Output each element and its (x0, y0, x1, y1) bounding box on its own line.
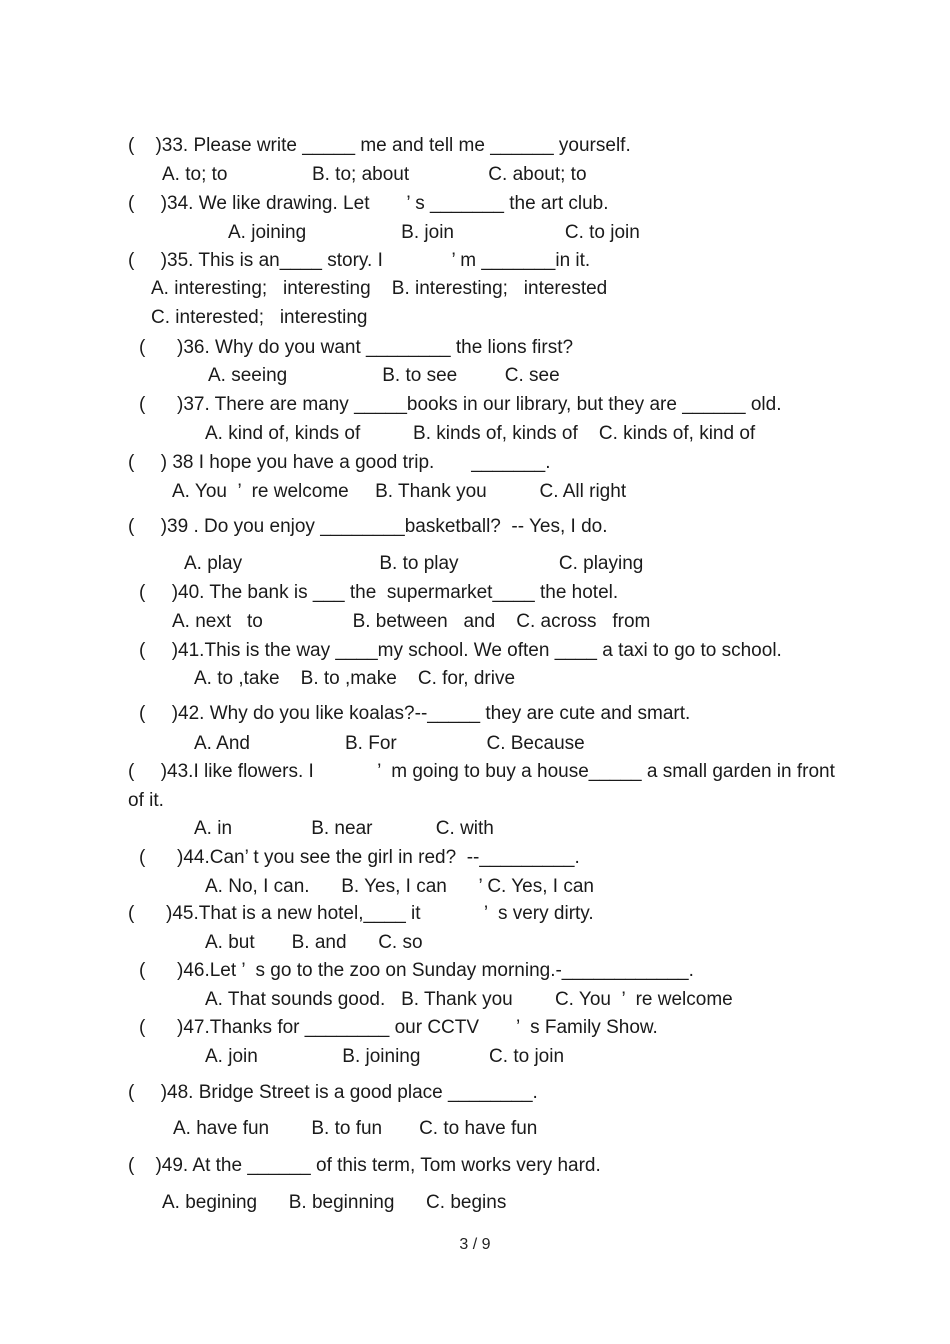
q36-stem: ( )36. Why do you want ________ the lions first? (139, 337, 574, 358)
q47-stem: ( )47.Thanks for ________ our CCTV ’ s Family Show. (139, 1017, 658, 1038)
q43-stem: ( )43.I like flowers. I ’ m going to buy a house_____ a small garden in front (128, 761, 835, 782)
q39-options: A. play B. to play C. playing (184, 553, 644, 574)
q34-stem: ( )34. We like drawing. Let ’ s _______ the art club. (128, 193, 609, 214)
q37-options: A. kind of, kinds of B. kinds of, kinds of C. kinds of, kind of (205, 423, 756, 444)
q43-options: A. in B. near C. with (194, 818, 494, 839)
q46-stem: ( )46.Let ’ s go to the zoo on Sunday morning.-____________. (139, 960, 694, 981)
q46-options: A. That sounds good. B. Thank you C. You ’ re welcome (205, 989, 733, 1010)
q35-options-ab: A. interesting; interesting B. interesting; interested (151, 278, 608, 299)
q42-stem: ( )42. Why do you like koalas?--_____ they are cute and smart. (139, 703, 691, 724)
q44-stem: ( )44.Can’ t you see the girl in red? --_________. (139, 847, 580, 868)
q48-stem: ( )48. Bridge Street is a good place ________. (128, 1082, 538, 1103)
q40-stem: ( )40. The bank is ___ the supermarket____ the hotel. (139, 582, 619, 603)
q39-stem: ( )39 . Do you enjoy ________basketball? -- Yes, I do. (128, 516, 608, 537)
q45-options: A. but B. and C. so (205, 932, 423, 953)
q44-options: A. No, I can. B. Yes, I can ’ C. Yes, I can (205, 876, 594, 897)
q49-options: A. begining B. beginning C. begins (162, 1192, 507, 1213)
q35-options-c: C. interested; interesting (151, 307, 368, 328)
q43-stem-cont: of it. (128, 790, 164, 811)
q49-stem: ( )49. At the ______ of this term, Tom works very hard. (128, 1155, 601, 1176)
q45-stem: ( )45.That is a new hotel,____ it ’ s very dirty. (128, 903, 594, 924)
q42-options: A. And B. For C. Because (194, 733, 585, 754)
q47-options: A. join B. joining C. to join (205, 1046, 565, 1067)
q38-options: A. You ’ re welcome B. Thank you C. All right (172, 481, 627, 502)
q34-options: A. joining B. join C. to join (228, 222, 640, 243)
q35-stem: ( )35. This is an____ story. I ’ m _______in it. (128, 250, 591, 271)
q33-options: A. to; to B. to; about C. about; to (162, 164, 587, 185)
q33-stem: ( )33. Please write _____ me and tell me ______ yourself. (128, 135, 631, 156)
q40-options: A. next to B. between and C. across from (172, 611, 651, 632)
q38-stem: ( ) 38 I hope you have a good trip. _______. (128, 452, 551, 473)
q36-options: A. seeing B. to see C. see (208, 365, 560, 386)
q48-options: A. have fun B. to fun C. to have fun (173, 1118, 538, 1139)
q37-stem: ( )37. There are many _____books in our library, but they are ______ old. (139, 394, 782, 415)
page-number: 3 / 9 (459, 1236, 491, 1253)
q41-stem: ( )41.This is the way ____my school. We often ____ a taxi to go to school. (139, 640, 782, 661)
q41-options: A. to ,take B. to ,make C. for, drive (194, 668, 516, 689)
